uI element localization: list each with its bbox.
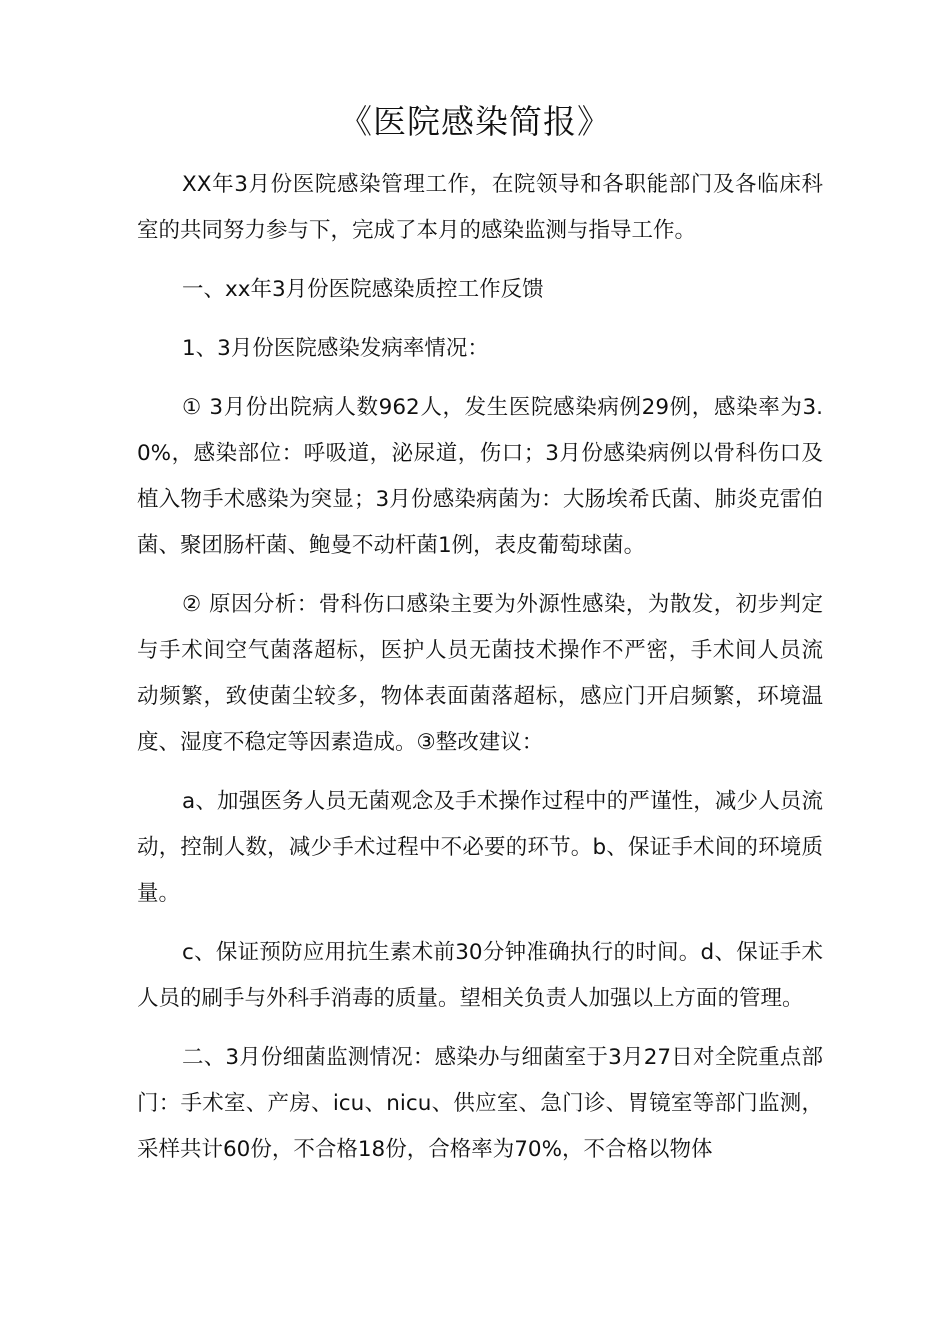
document-title: 《医院感染简报》 (339, 102, 611, 141)
document-body (137, 162, 823, 1186)
paragraph-bacteria-monitoring: 二、3月份细菌监测情况：感染办与细菌室于3月27日对全院重点部门：手术室、产房、icu、nicu、供应室、急门诊、胃镜室等部门监测，采样共计60份，不合格18份，合格率为70%，不合格以物体 (137, 1045, 823, 1162)
paragraph-infection-rate: ① 3月份出院病人数962人，发生医院感染病例29例，感染率为3.0%，感染部位：呼吸道，泌尿道，伤口；3月份感染病例以骨科伤口及植入物手术感染为突显；3月份感染病菌为：大肠埃希氏菌、肺炎克雷伯菌、聚团肠杆菌、鲍曼不动杆菌1例，表皮葡萄球菌。 (137, 395, 823, 558)
paragraph-suggestions-ab: a、加强医务人员无菌观念及手术操作过程中的严谨性，减少人员流动，控制人数，减少手术过程中不必要的环节。b、保证手术间的环境质量。 (137, 789, 823, 906)
section-heading-1: 一、xx年3月份医院感染质控工作反馈 (182, 277, 544, 302)
subsection-heading-1: 1、3月份医院感染发病率情况： (182, 336, 489, 361)
paragraph-intro: XX年3月份医院感染管理工作，在院领导和各职能部门及各临床科室的共同努力参与下，完成了本月的感染监测与指导工作。 (137, 172, 823, 243)
paragraph-cause-analysis: ② 原因分析：骨科伤口感染主要为外源性感染，为散发，初步判定与手术间空气菌落超标，医护人员无菌技术操作不严密，手术间人员流动频繁，致使菌尘较多，物体表面菌落超标，感应门开启频繁，环境温度、湿度不稳定等因素造成。③整改建议： (137, 592, 823, 755)
paragraph-suggestions-cd: c、保证预防应用抗生素术前30分钟准确执行的时间。d、保证手术人员的刷手与外科手消毒的质量。望相关负责人加强以上方面的管理。 (137, 940, 823, 1011)
